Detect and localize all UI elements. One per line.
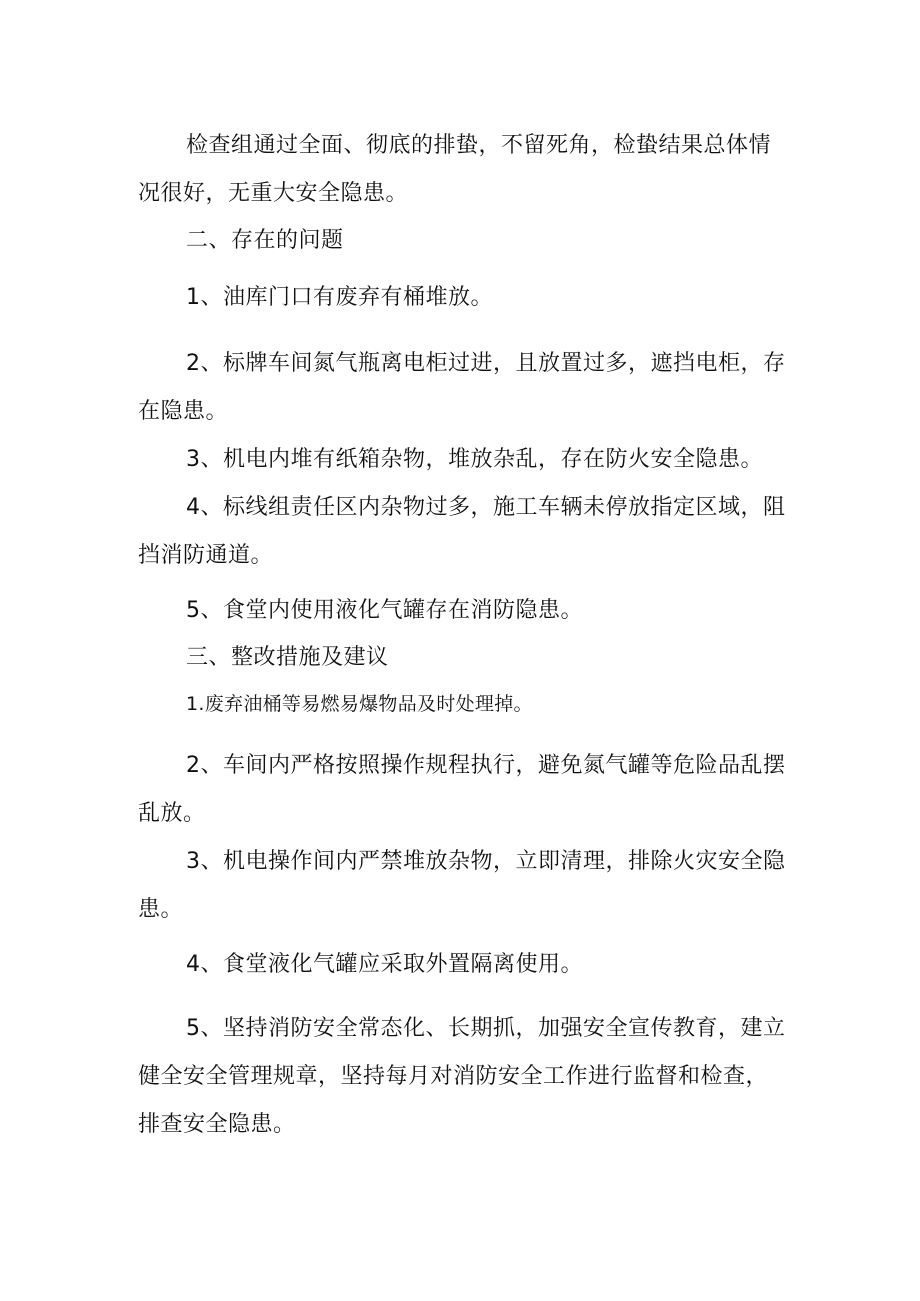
problem-item-5: 5、食堂内使用液化气罐存在消防隐患。 (186, 598, 583, 623)
heading-existing-problems: 二、存在的问题 (186, 228, 344, 253)
measure-item-2: 2、车间内严格按照操作规程执行，避免氮气罐等危险品乱摆乱放。 (138, 753, 786, 826)
measure-item-3: 3、机电操作间内严禁堆放杂物，立即清理，排除火灾安全隐患。 (138, 849, 786, 922)
problem-item-1: 1、油库门口有废弃有桶堆放。 (186, 285, 493, 310)
measure-item-5: 5、坚持消防安全常态化、长期抓，加强安全宣传教育，建立健全安全管理规章，坚持每月对消防安全工作进行监督和检查，排查安全隐患。 (138, 1016, 786, 1137)
problem-item-4: 4、标线组责任区内杂物过多，施工车辆未停放指定区域，阻挡消防通道。 (138, 495, 786, 568)
problem-item-2: 2、标牌车间氮气瓶离电柜过进，且放置过多，遮挡电柜，存在隐患。 (138, 351, 786, 424)
problem-item-3: 3、机电内堆有纸箱杂物，堆放杂乱，存在防火安全隐患。 (186, 447, 763, 472)
measure-item-1: 1.废弃油桶等易燃易爆物品及时处理掉。 (186, 693, 533, 715)
measure-item-4: 4、食堂液化气罐应采取外置隔离使用。 (186, 952, 583, 977)
paragraph-inspection-summary: 检查组通过全面、彻底的排蛰，不留死角，检蛰结果总体情况很好，无重大安全隐患。 (138, 133, 772, 206)
heading-rectification-measures: 三、整改措施及建议 (186, 645, 389, 670)
